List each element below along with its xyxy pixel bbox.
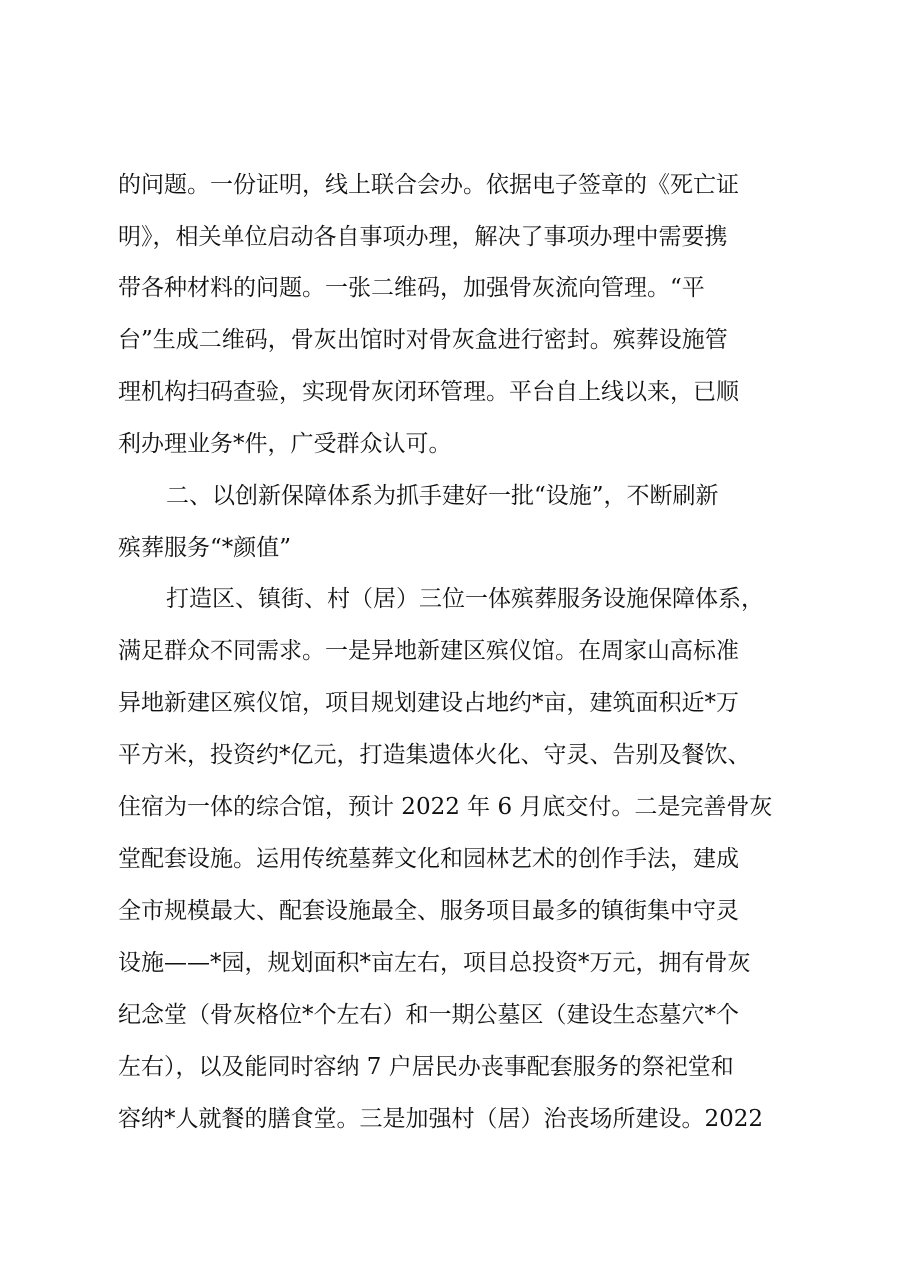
text-line: 打造区、镇街、村（居）三位一体殡葬服务设施保障体系， [166,586,764,612]
text-line: 明》，相关单位启动各自事项办理，解决了事项办理中需要携 [118,224,728,250]
text-line: 堂配套设施。运用传统墓葬文化和园林艺术的创作手法，建成 [118,846,739,872]
text-line: 左右），以及能同时容纳 7 户居民办丧事配套服务的祭祀堂和 [118,1054,734,1080]
text-line: 住宿为一体的综合馆，预计 2022 年 6 月底交付。二是完善骨灰 [118,794,773,820]
text-line: 利办理业务*件，广受群众认可。 [118,431,452,457]
text-line: 纪念堂（骨灰格位*个左右）和一期公墓区（建设生态墓穴*个 [118,1002,739,1028]
text-line: 满足群众不同需求。一是异地新建区殡仪馆。在周家山高标准 [118,638,739,664]
text-line: 理机构扫码查验，实现骨灰闭环管理。平台自上线以来，已顺 [118,379,739,405]
text-line: 容纳*人就餐的膳食堂。三是加强村（居）治丧场所建设。2022 [118,1106,764,1132]
text-line: 异地新建区殡仪馆，项目规划建设占地约*亩，建筑面积近*万 [118,690,739,716]
text-line: 设施——*园，规划面积*亩左右，项目总投资*万元，拥有骨灰 [118,950,751,976]
text-line: 的问题。一份证明，线上联合会办。依据电子签章的《死亡证 [118,172,739,198]
text-line: 带各种材料的问题。一张二维码，加强骨灰流向管理。“平 [118,275,705,301]
text-line: 台”生成二维码，骨灰出馆时对骨灰盒进行密封。殡葬设施管 [118,327,728,353]
section-heading-line: 二、以创新保障体系为抓手建好一批“设施”，不断刷新 [166,483,719,509]
section-heading-line: 殡葬服务“*颜值” [118,535,292,561]
text-line: 平方米，投资约*亿元，打造集遗体火化、守灵、告别及餐饮、 [118,742,751,768]
text-line: 全市规模最大、配套设施最全、服务项目最多的镇街集中守灵 [118,898,739,924]
